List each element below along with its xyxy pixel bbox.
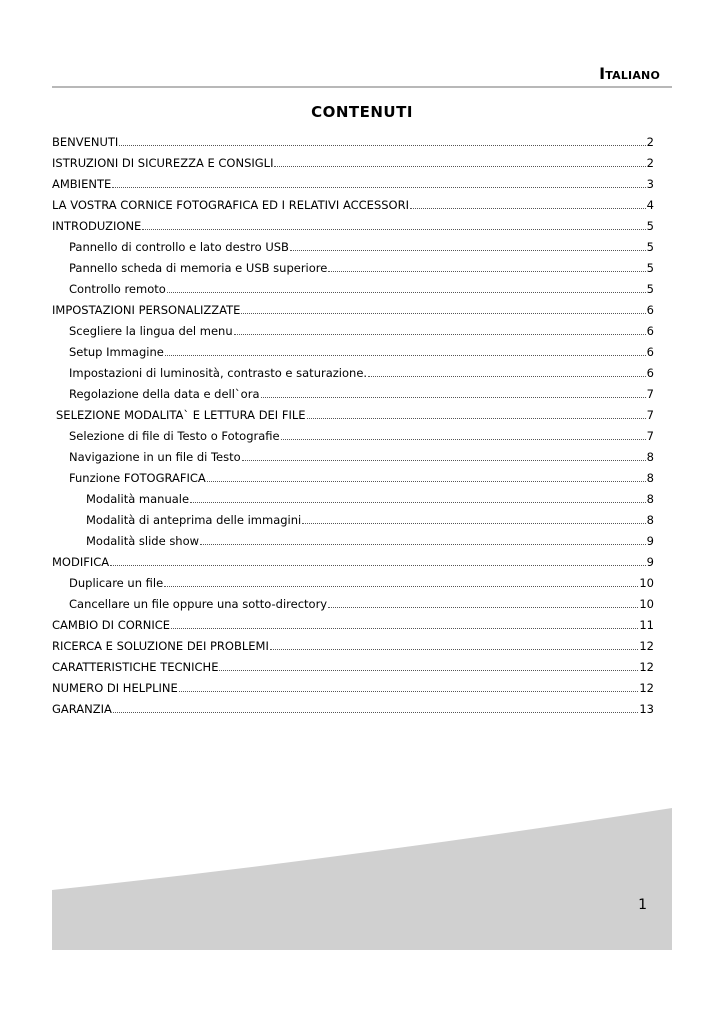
toc-dot-leader xyxy=(142,229,645,230)
toc-dot-leader xyxy=(410,208,646,209)
toc-entry[interactable] xyxy=(52,590,654,611)
toc-entry-title: INTRODUZIONE xyxy=(52,219,142,233)
toc-dot-leader xyxy=(112,187,645,188)
toc-dot-leader xyxy=(190,502,646,503)
toc-entry-page: 2 xyxy=(646,156,654,170)
toc-entry-page: 5 xyxy=(646,261,654,275)
toc-entry-title: Modalità slide show xyxy=(86,534,200,548)
toc-entry-page: 8 xyxy=(646,513,654,527)
toc-entry[interactable] xyxy=(52,317,654,338)
toc-entry-title: Scegliere la lingua del menu xyxy=(69,324,233,338)
toc-entry-title: Navigazione in un file di Testo xyxy=(69,450,241,464)
toc-entry[interactable] xyxy=(52,191,654,212)
toc-entry-title: MODIFICA xyxy=(52,555,110,569)
toc-entry-title: BENVENUTI xyxy=(52,135,119,149)
toc-dot-leader xyxy=(171,628,638,629)
toc-entry-page: 6 xyxy=(646,345,654,359)
toc-entry[interactable] xyxy=(52,695,654,716)
toc-entry[interactable] xyxy=(52,422,654,443)
toc-entry-page: 3 xyxy=(646,177,654,191)
toc-entry[interactable] xyxy=(52,632,654,653)
toc-entry-title: Impostazioni di luminosità, contrasto e saturazione. xyxy=(69,366,368,380)
toc-dot-leader xyxy=(290,250,646,251)
toc-dot-leader xyxy=(307,418,646,419)
toc-entry-page: 10 xyxy=(639,597,654,611)
toc-entry[interactable] xyxy=(52,338,654,359)
toc-entry[interactable] xyxy=(52,254,654,275)
toc-entry[interactable] xyxy=(52,275,654,296)
toc-entry[interactable] xyxy=(52,401,654,422)
toc-entry-title: GARANZIA xyxy=(52,702,112,716)
toc-entry[interactable] xyxy=(52,464,654,485)
toc-entry-title: Pannello scheda di memoria e USB superiore xyxy=(69,261,328,275)
toc-entry-page: 6 xyxy=(646,324,654,338)
toc-entry-title: Funzione FOTOGRAFICA xyxy=(69,471,206,485)
footer-decorative-band xyxy=(52,808,672,950)
toc-entry-page: 6 xyxy=(646,303,654,317)
toc-dot-leader xyxy=(368,376,646,377)
toc-dot-leader xyxy=(113,712,638,713)
toc-entry-title: IMPOSTAZIONI PERSONALIZZATE xyxy=(52,303,241,317)
toc-entry[interactable] xyxy=(52,485,654,506)
toc-entry[interactable] xyxy=(52,170,654,191)
language-header: Italiano xyxy=(599,64,660,83)
toc-dot-leader xyxy=(219,670,638,671)
toc-entry-page: 7 xyxy=(646,429,654,443)
toc-entry-page: 2 xyxy=(646,135,654,149)
toc-entry-title: SELEZIONE MODALITA` E LETTURA DEI FILE xyxy=(56,408,306,422)
toc-entry[interactable] xyxy=(52,212,654,233)
page-title: CONTENUTI xyxy=(311,103,413,121)
toc-dot-leader xyxy=(165,355,646,356)
toc-entry-title: NUMERO DI HELPLINE xyxy=(52,681,178,695)
toc-entry-page: 5 xyxy=(646,282,654,296)
toc-entry-page: 5 xyxy=(646,219,654,233)
toc-entry-page: 10 xyxy=(639,576,654,590)
toc-entry-page: 8 xyxy=(646,471,654,485)
toc-entry-title: RICERCA E SOLUZIONE DEI PROBLEMI xyxy=(52,639,269,653)
toc-dot-leader xyxy=(207,481,646,482)
toc-entry-title: Controllo remoto xyxy=(69,282,166,296)
toc-dot-leader xyxy=(167,292,646,293)
toc-entry[interactable] xyxy=(52,359,654,380)
toc-dot-leader xyxy=(274,166,645,167)
toc-entry[interactable] xyxy=(52,653,654,674)
table-of-contents xyxy=(52,128,654,716)
toc-dot-leader xyxy=(241,313,645,314)
toc-entry-page: 4 xyxy=(646,198,654,212)
toc-entry[interactable] xyxy=(52,527,654,548)
toc-dot-leader xyxy=(302,523,645,524)
toc-entry-title: Setup Immagine xyxy=(69,345,164,359)
toc-entry[interactable] xyxy=(52,128,654,149)
toc-entry[interactable] xyxy=(52,611,654,632)
toc-entry-title: Cancellare un file oppure una sotto-directory xyxy=(69,597,328,611)
toc-entry-title: CAMBIO DI CORNICE xyxy=(52,618,171,632)
toc-entry-title: Modalità di anteprima delle immagini xyxy=(86,513,302,527)
toc-dot-leader xyxy=(179,691,639,692)
toc-dot-leader xyxy=(281,439,646,440)
toc-entry-title: LA VOSTRA CORNICE FOTOGRAFICA ED I RELATIVI ACCESSORI xyxy=(52,198,409,212)
toc-entry-title: AMBIENTE xyxy=(52,177,112,191)
toc-entry[interactable] xyxy=(52,380,654,401)
toc-entry[interactable] xyxy=(52,443,654,464)
toc-entry[interactable] xyxy=(52,506,654,527)
toc-entry-page: 11 xyxy=(639,618,654,632)
toc-dot-leader xyxy=(200,544,646,545)
toc-entry-title: Duplicare un file xyxy=(69,576,164,590)
toc-dot-leader xyxy=(328,607,638,608)
toc-dot-leader xyxy=(261,397,646,398)
toc-dot-leader xyxy=(119,145,645,146)
toc-dot-leader xyxy=(234,334,646,335)
toc-dot-leader xyxy=(328,271,645,272)
toc-entry-page: 12 xyxy=(639,639,654,653)
toc-entry[interactable] xyxy=(52,569,654,590)
toc-entry-title: Pannello di controllo e lato destro USB xyxy=(69,240,289,254)
toc-entry-page: 12 xyxy=(639,681,654,695)
toc-entry-title: Modalità manuale xyxy=(86,492,190,506)
toc-entry[interactable] xyxy=(52,149,654,170)
toc-entry-page: 7 xyxy=(646,408,654,422)
toc-entry-title: Regolazione della data e dell`ora xyxy=(69,387,260,401)
toc-entry-page: 9 xyxy=(646,555,654,569)
toc-entry-page: 13 xyxy=(639,702,654,716)
toc-entry-page: 6 xyxy=(646,366,654,380)
toc-dot-leader xyxy=(270,649,639,650)
toc-entry-page: 8 xyxy=(646,450,654,464)
toc-dot-leader xyxy=(164,586,638,587)
toc-entry[interactable] xyxy=(52,548,654,569)
toc-entry-page: 5 xyxy=(646,240,654,254)
toc-entry[interactable] xyxy=(52,233,654,254)
toc-dot-leader xyxy=(110,565,646,566)
toc-entry[interactable] xyxy=(52,296,654,317)
header-divider xyxy=(52,86,672,88)
toc-entry[interactable] xyxy=(52,674,654,695)
toc-entry-page: 8 xyxy=(646,492,654,506)
toc-dot-leader xyxy=(242,460,646,461)
page-number: 1 xyxy=(638,897,647,913)
toc-entry-page: 12 xyxy=(639,660,654,674)
toc-entry-page: 7 xyxy=(646,387,654,401)
toc-entry-page: 9 xyxy=(646,534,654,548)
toc-entry-title: ISTRUZIONI DI SICUREZZA E CONSIGLI xyxy=(52,156,274,170)
toc-entry-title: CARATTERISTICHE TECNICHE xyxy=(52,660,219,674)
toc-entry-title: Selezione di file di Testo o Fotografie xyxy=(69,429,280,443)
